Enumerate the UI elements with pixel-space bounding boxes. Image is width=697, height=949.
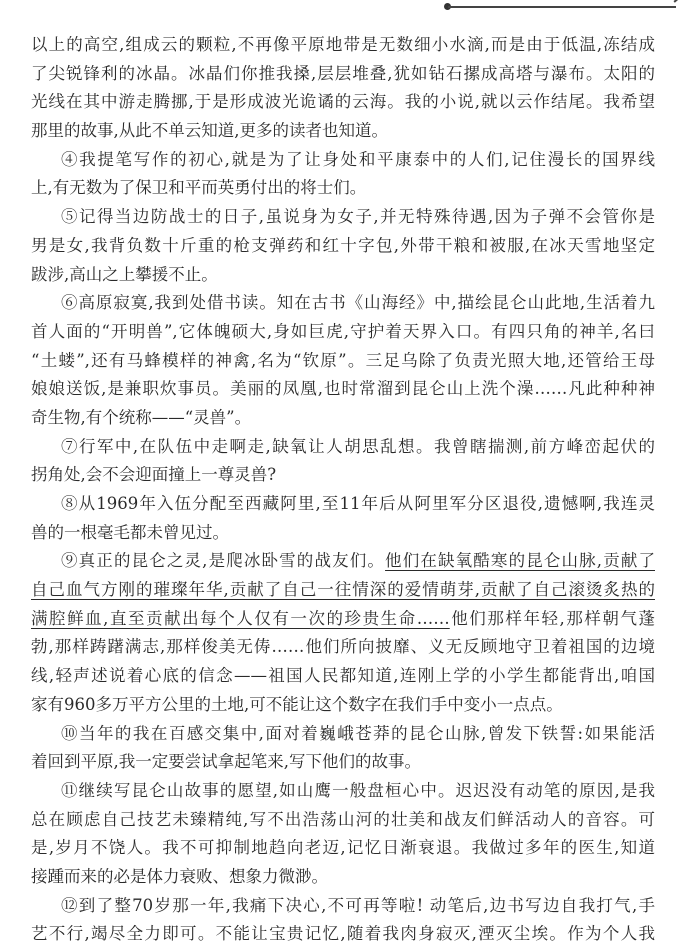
paragraph	[31, 490, 655, 547]
paragraph	[31, 31, 655, 146]
underlined-text: 自己血气方刚的璀璨年华,贡献了自己一往情深的爱情萌芽,贡献了自己滚烫炙热的	[31, 580, 655, 600]
paragraph	[31, 777, 655, 892]
text-segment: ⑦行军中,在队伍中走啊走,缺氧让人胡思乱想。我曾瞎揣测,前方峰峦起伏的	[61, 436, 655, 456]
text-line	[31, 404, 655, 433]
text-segment: ⑩当年的我在百感交集中,面对着巍峨苍莽的昆仑山脉,曾发下铁誓:如果能活	[61, 723, 655, 743]
text-line	[31, 863, 655, 892]
text-segment: 他们那样年轻,那样朝气蓬	[449, 608, 655, 628]
text-segment: ⑫到了整70岁那一年,我痛下决心,不可再等啦! 动笔后,边书写边自我打气,手	[61, 895, 655, 915]
text-line	[31, 203, 655, 232]
text-segment: 拐角处,会不会迎面撞上一尊灵兽?	[31, 465, 277, 485]
text-segment: 了尖锐锋利的冰晶。冰晶们你推我搡,层层堆叠,犹如钻石摞成高塔与瀑布。太阳的	[31, 63, 655, 83]
text-segment: 光线在其中游走腾挪,于是形成波光诡谲的云海。我的小说,就以云作结尾。我希望	[31, 92, 655, 112]
text-line	[31, 662, 655, 691]
text-line	[31, 748, 655, 777]
paragraph	[31, 289, 655, 432]
text-line	[31, 605, 655, 634]
text-segment: “土蝼”,还有马蜂模样的神禽,名为“钦原”。三足乌除了负责光照大地,还管给王母	[31, 350, 655, 370]
text-line	[31, 117, 655, 146]
text-segment: ⑧从1969年入伍分配至西藏阿里,至11年后从阿里军分区退役,遗憾啊,我连灵	[61, 494, 655, 513]
text-line	[31, 31, 655, 60]
text-segment: 勃,那样踌躇满志,那样俊美无俦……他们所向披靡、义无反顾地守卫着祖国的边境	[31, 637, 655, 657]
text-segment: 兽的一根毫毛都未曾见过。	[31, 522, 229, 542]
text-segment: ⑤记得当边防战士的日子,虽说身为女子,并无特殊待遇,因为子弹不会管你是	[61, 207, 655, 227]
text-line	[31, 60, 655, 89]
text-segment: 总在顾虑自己技艺未臻精纯,写不出浩荡山河的壮美和战友们鲜活动人的音容。可	[31, 809, 655, 829]
text-line	[31, 289, 655, 318]
text-line	[31, 375, 655, 404]
text-segment: 线,轻声述说着心底的信念——祖国人民都知道,连刚上学的小学生都能背出,咱国	[31, 666, 655, 686]
text-segment: 首人面的“开明兽”,它体魄硕大,身如巨虎,守护着天界入口。有四只角的神羊,名曰	[31, 321, 655, 341]
text-line	[31, 834, 655, 863]
paragraph	[31, 433, 655, 490]
text-line	[31, 576, 655, 605]
text-segment: ⑥高原寂寞,我到处借书读。知在古书《山海经》中,描绘昆仑山此地,生活着九	[61, 293, 655, 313]
text-line	[31, 461, 655, 490]
text-line	[31, 347, 655, 376]
text-segment: ④我提笔写作的初心,就是为了让身处和平康泰中的人们,记住漫长的国界线	[61, 149, 655, 169]
text-segment: 接踵而来的必是体力衰败、想象力微渺。	[31, 866, 328, 886]
text-segment: 跋涉,高山之上攀援不止。	[31, 264, 218, 284]
text-line	[31, 519, 655, 548]
text-line	[31, 318, 655, 347]
decorative-rule	[448, 6, 676, 8]
text-segment: 那里的故事,从此不单云知道,更多的读者也知道。	[31, 121, 388, 141]
underlined-text: 满腔鲜血,直至贡献出每个人仅有一次的珍贵生命……	[31, 608, 450, 628]
text-line	[31, 547, 655, 576]
text-segment: 是,岁月不饶人。我不可抑制地趋向老迈,记忆日渐衰退。我做过多年的医生,知道	[31, 838, 655, 858]
text-line	[31, 691, 655, 720]
text-segment: 娘娘送饭,是兼职炊事员。美丽的凤凰,也时常溜到昆仑山上洗个澡……凡此种种神	[31, 379, 655, 399]
text-line	[31, 232, 655, 261]
underlined-text: 他们在缺氧酷寒的昆仑山脉,贡献了	[385, 551, 655, 571]
text-segment: 上,有无数为了保卫和平而英勇付出的将士们。	[31, 178, 367, 198]
text-line	[31, 261, 655, 290]
paragraph	[31, 547, 655, 719]
text-line	[31, 633, 655, 662]
text-line	[31, 174, 655, 203]
paragraph	[31, 720, 655, 777]
paragraph	[31, 203, 655, 289]
paragraph	[31, 146, 655, 203]
text-line	[31, 806, 655, 835]
text-segment: 以上的高空,组成云的颗粒,不再像平原地带是无数细小水滴,而是由于低温,冻结成	[31, 35, 655, 54]
text-segment: ⑨真正的昆仑之灵,是爬冰卧雪的战友们。	[61, 551, 386, 571]
text-line	[31, 88, 655, 117]
text-line	[31, 892, 655, 921]
text-segment: 家有960多万平方公里的土地,可不能让这个数字在我们手中变小一点点。	[31, 694, 563, 714]
text-line	[31, 720, 655, 749]
text-segment: 奇生物,有个统称——“灵兽”。	[31, 407, 252, 427]
text-segment: ⑪继续写昆仑山故事的愿望,如山鹰一般盘桓心中。迟迟没有动笔的原因,是我	[61, 780, 655, 800]
text-line	[31, 490, 655, 519]
text-segment: 着回到平原,我一定要尝试拿起笔来,写下他们的故事。	[31, 752, 421, 772]
paragraph	[31, 892, 655, 949]
text-line	[31, 433, 655, 462]
article-body	[31, 31, 655, 949]
text-line	[31, 146, 655, 175]
text-segment: 男是女,我背负数十斤重的枪支弹药和红十字包,外带干粮和被服,在冰天雪地坚定	[31, 235, 655, 255]
decorative-rule-end	[674, 0, 684, 2]
text-line	[31, 777, 655, 806]
text-segment: 艺不行,竭尽全力即可。不能让宝贵记忆,随着我肉身寂灭,湮灭尘埃。作为个人我	[31, 924, 655, 944]
